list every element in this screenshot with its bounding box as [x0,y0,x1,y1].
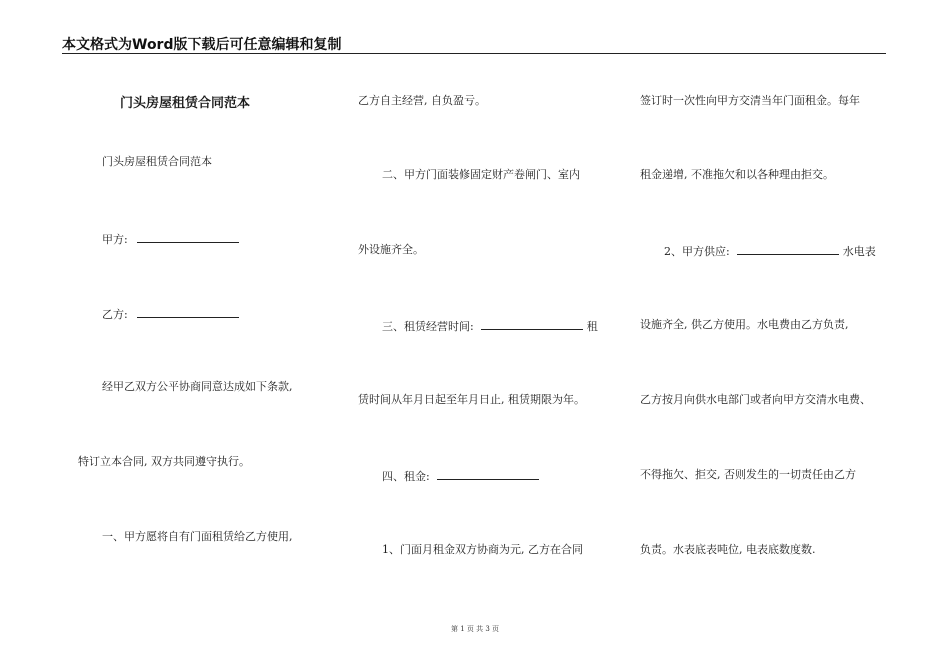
paragraph: 赁时间从年月日起至年月日止, 租赁期限为年。 [358,393,585,406]
paragraph: 外设施齐全。 [358,243,424,256]
paragraph: 经甲乙双方公平协商同意达成如下条款, [102,380,293,393]
party-a-line [102,231,239,247]
rent-label: 四、租金: [382,470,430,483]
utilities-suffix: 水电表 [842,245,876,258]
utilities-label: 2、甲方供应: [664,245,730,258]
document-title: 门头房屋租赁合同范本 [120,96,251,111]
page-number: 第 1 页 共 3 页 [450,625,500,633]
lease-term-blank [481,318,583,330]
utilities-line [664,243,876,259]
party-b-blank [137,306,239,318]
paragraph: 不得拖欠、拒交, 否则发生的一切责任由乙方 [640,468,856,481]
rent-line [382,468,539,484]
paragraph: 租金递增, 不准拖欠和以各种理由拒交。 [640,168,834,181]
rent-blank [437,468,539,480]
paragraph: 特订立本合同, 双方共同遵守执行。 [78,455,250,468]
party-a-label: 甲方: [102,233,128,246]
paragraph: 1、门面月租金双方协商为元, 乙方在合同 [382,543,583,556]
paragraph: 二、甲方门面装修固定财产卷闸门、室内 [382,168,580,181]
paragraph: 签订时一次性向甲方交清当年门面租金。每年 [640,94,860,107]
document-header: 本文格式为Word版下载后可任意编辑和复制 [62,37,342,53]
party-b-label: 乙方: [102,308,128,321]
lease-term-label: 三、租赁经营时间: [382,320,474,333]
party-a-blank [137,231,239,243]
paragraph: 负责。水表底表吨位, 电表底数度数. [640,543,816,556]
header-divider [62,53,886,54]
party-b-line [102,306,239,322]
paragraph: 设施齐全, 供乙方使用。水电费由乙方负责, [640,318,849,331]
lease-term-line [382,318,598,334]
paragraph: 乙方按月向供水电部门或者向甲方交清水电费、 [640,393,871,406]
paragraph: 乙方自主经营, 自负盈亏。 [358,94,486,107]
utilities-blank [737,243,839,255]
subtitle: 门头房屋租赁合同范本 [102,155,212,168]
lease-term-suffix: 租 [586,320,598,333]
paragraph: 一、甲方愿将自有门面租赁给乙方使用, [102,530,293,543]
